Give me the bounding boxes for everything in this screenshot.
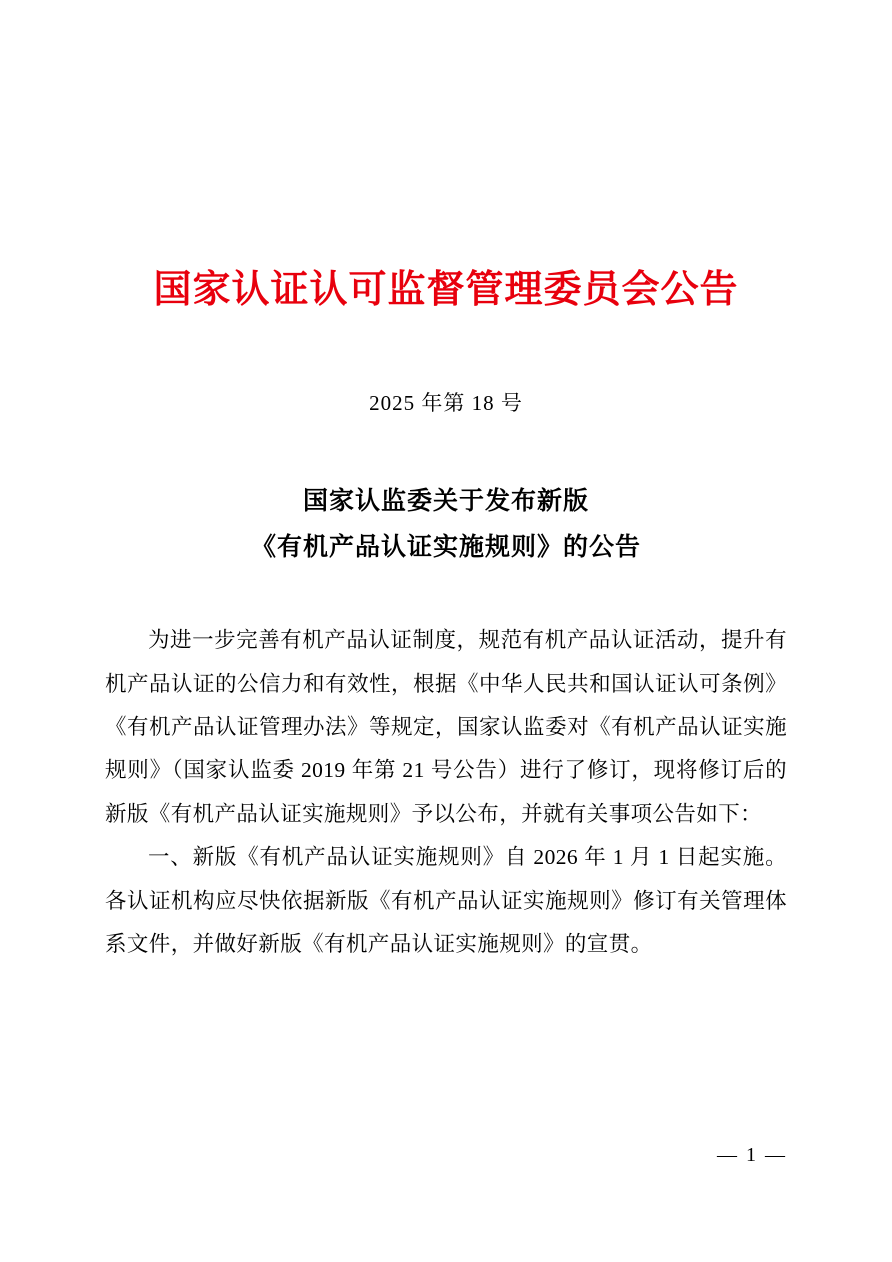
page-number: — 1 —: [717, 1144, 787, 1166]
body-paragraph-2: 一、新版《有机产品认证实施规则》自 2026 年 1 月 1 日起实施。各认证机构应尽快依据新版《有机产品认证实施规则》修订有关管理体系文件，并做好新版《有机产品认证实施规则》的宣贯。: [105, 845, 787, 957]
document-body: [105, 571, 787, 966]
body-paragraph-1: 为进一步完善有机产品认证制度，规范有机产品认证活动，提升有机产品认证的公信力和有效性，根据《中华人民共和国认证认可条例》《有机产品认证管理办法》等规定，国家认监委对《有机产品认证实施规则》（国家认监委 2019 年第 21 号公告）进行了修订，现将修订后的新版《有机产品认证实施规则》予以公布，并就有关事项公告如下：: [105, 628, 787, 826]
subtitle-line-1: 国家认监委关于发布新版: [302, 487, 589, 515]
announcement-number: 2025 年第 18 号: [369, 390, 523, 415]
announcement-subtitle: [105, 417, 787, 572]
page-title: 国家认证认可监督管理委员会公告: [153, 266, 739, 311]
subtitle-line-2: 《有机产品认证实施规则》的公告: [250, 533, 641, 561]
